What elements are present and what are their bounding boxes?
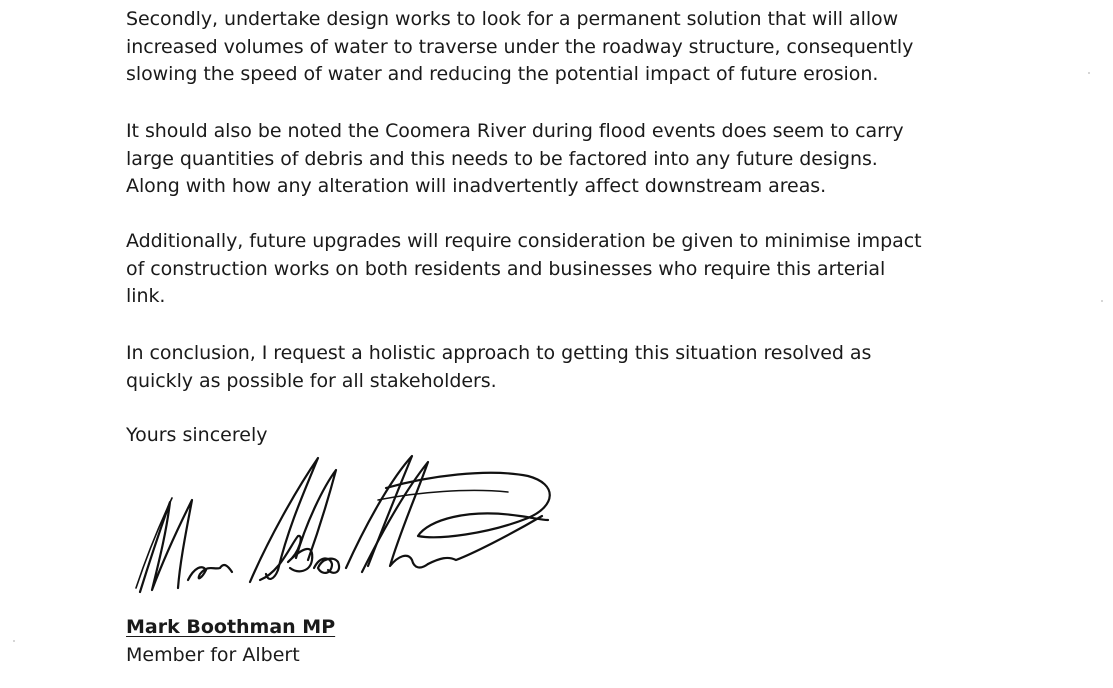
paragraph-line: In conclusion, I request a holistic approach to getting this situation resolved as (126, 342, 872, 364)
paragraph-line: link. (126, 285, 166, 307)
paragraph-line: Additionally, future upgrades will require consideration be given to minimise impact (126, 230, 922, 252)
signer-title: Member for Albert (126, 644, 300, 666)
signer-name: Mark Boothman MP (126, 616, 336, 638)
paragraph-line: Secondly, undertake design works to look for a permanent solution that will allow (126, 8, 899, 30)
scan-speck (1101, 300, 1103, 302)
paragraph-coomera-river (126, 118, 904, 201)
scan-speck (1088, 72, 1090, 74)
paragraph-line: quickly as possible for all stakeholders. (126, 369, 497, 392)
closing-salutation: Yours sincerely (126, 424, 268, 446)
scan-speck (13, 640, 15, 642)
paragraph-line: It should also be noted the Coomera River during flood events does seem to carry (126, 120, 904, 142)
paragraph-line: Along with how any alteration will inadvertently affect downstream areas. (126, 175, 827, 197)
paragraph-conclusion (126, 340, 871, 395)
paragraph-line: increased volumes of water to traverse under the roadway structure, consequently (126, 35, 914, 58)
paragraph-line: large quantities of debris and this needs to be factored into any future designs. (126, 147, 878, 170)
paragraph-future-upgrades (126, 228, 922, 311)
paragraph-line: of construction works on both residents and businesses who require this arterial (126, 257, 886, 280)
paragraph-line: slowing the speed of water and reducing the potential impact of future erosion. (126, 63, 879, 85)
handwritten-signature (128, 440, 558, 605)
paragraph-design-works (126, 6, 913, 89)
